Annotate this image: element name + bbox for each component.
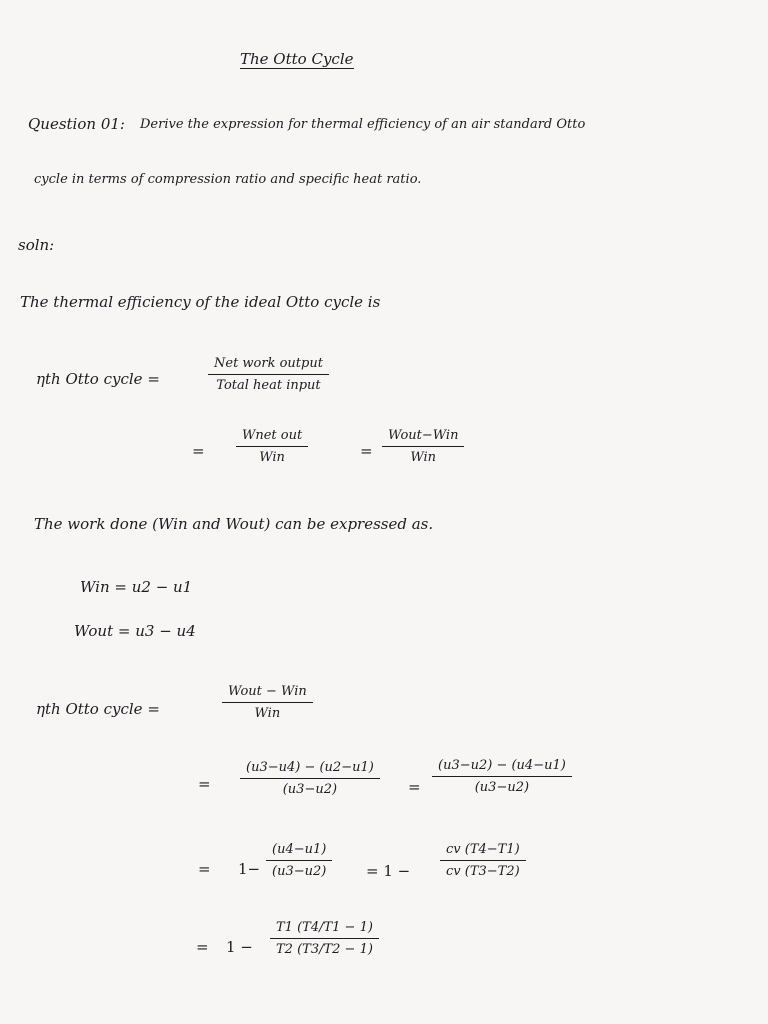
eq5-f2-numerator: cv (T4−T1) bbox=[446, 842, 520, 857]
fraction-bar bbox=[270, 938, 379, 939]
eq3-numerator: Wout − Win bbox=[228, 684, 307, 699]
eq3-lhs: ηth Otto cycle = bbox=[36, 700, 160, 718]
eq1-fraction bbox=[208, 356, 329, 393]
solution-label: soln: bbox=[18, 236, 55, 254]
fraction-bar bbox=[382, 446, 464, 447]
page-title: The Otto Cycle bbox=[240, 50, 354, 68]
eq4-f2-denominator: (u3−u2) bbox=[474, 780, 530, 795]
eq4-f1-numerator: (u3−u4) − (u2−u1) bbox=[246, 760, 374, 775]
eq1-numerator: Net work output bbox=[214, 356, 323, 371]
eq2-fraction2 bbox=[382, 428, 464, 465]
fraction-bar bbox=[266, 860, 332, 861]
eq4-f1-denominator: (u3−u2) bbox=[282, 782, 338, 797]
eq5-f2-denominator: cv (T3−T2) bbox=[446, 864, 520, 879]
eq6-one: 1 − bbox=[226, 938, 253, 956]
eq5-equals2: = 1 − bbox=[366, 862, 411, 880]
eq2-fraction1 bbox=[236, 428, 308, 465]
eq1-denominator: Total heat input bbox=[216, 378, 321, 393]
win-equation: Win = u2 − u1 bbox=[80, 578, 193, 596]
eq5-one: 1− bbox=[238, 860, 261, 878]
eq5-f1-denominator: (u3−u2) bbox=[272, 864, 327, 879]
eq2-f2-denominator: Win bbox=[410, 450, 437, 465]
wout-equation: Wout = u3 − u4 bbox=[74, 622, 196, 640]
fraction-bar bbox=[236, 446, 308, 447]
eq4-fraction2 bbox=[432, 758, 572, 795]
eq3-fraction bbox=[222, 684, 313, 721]
question-text-line2: cycle in terms of compression ratio and specific heat ratio. bbox=[34, 172, 422, 187]
eq5-fraction1 bbox=[266, 842, 332, 879]
eq2-equals2: = bbox=[360, 442, 373, 460]
eq2-f1-denominator: Win bbox=[259, 450, 285, 465]
eq2-f2-numerator: Wout−Win bbox=[388, 428, 459, 443]
eq6-fraction bbox=[270, 920, 379, 957]
eq2-equals: = bbox=[192, 442, 205, 460]
eq4-f2-numerator: (u3−u2) − (u4−u1) bbox=[438, 758, 566, 773]
eq6-numerator: T1 (T4/T1 − 1) bbox=[276, 920, 373, 935]
question-label: Question 01: bbox=[28, 115, 125, 133]
eq5-f1-numerator: (u4−u1) bbox=[272, 842, 327, 857]
fraction-bar bbox=[432, 776, 572, 777]
fraction-bar bbox=[440, 860, 526, 861]
fraction-bar bbox=[208, 374, 329, 375]
eq4-fraction1 bbox=[240, 760, 380, 797]
eq6-denominator: T2 (T3/T2 − 1) bbox=[276, 942, 373, 957]
fraction-bar bbox=[240, 778, 380, 779]
intro-text: The thermal efficiency of the ideal Otto cycle is bbox=[20, 293, 381, 311]
eq5-fraction2 bbox=[440, 842, 526, 879]
eq4-equals2: = bbox=[408, 778, 421, 796]
eq5-equals: = bbox=[198, 860, 211, 878]
eq2-f1-numerator: Wnet out bbox=[242, 428, 303, 443]
fraction-bar bbox=[222, 702, 313, 703]
eq4-equals: = bbox=[198, 775, 211, 793]
eq1-lhs: ηth Otto cycle = bbox=[36, 370, 160, 388]
eq6-equals: = bbox=[196, 938, 209, 956]
work-done-text: The work done (Win and Wout) can be expressed as. bbox=[34, 515, 434, 533]
eq3-denominator: Win bbox=[254, 706, 281, 721]
question-text-line1: Derive the expression for thermal efficiency of an air standard Otto bbox=[140, 117, 586, 132]
